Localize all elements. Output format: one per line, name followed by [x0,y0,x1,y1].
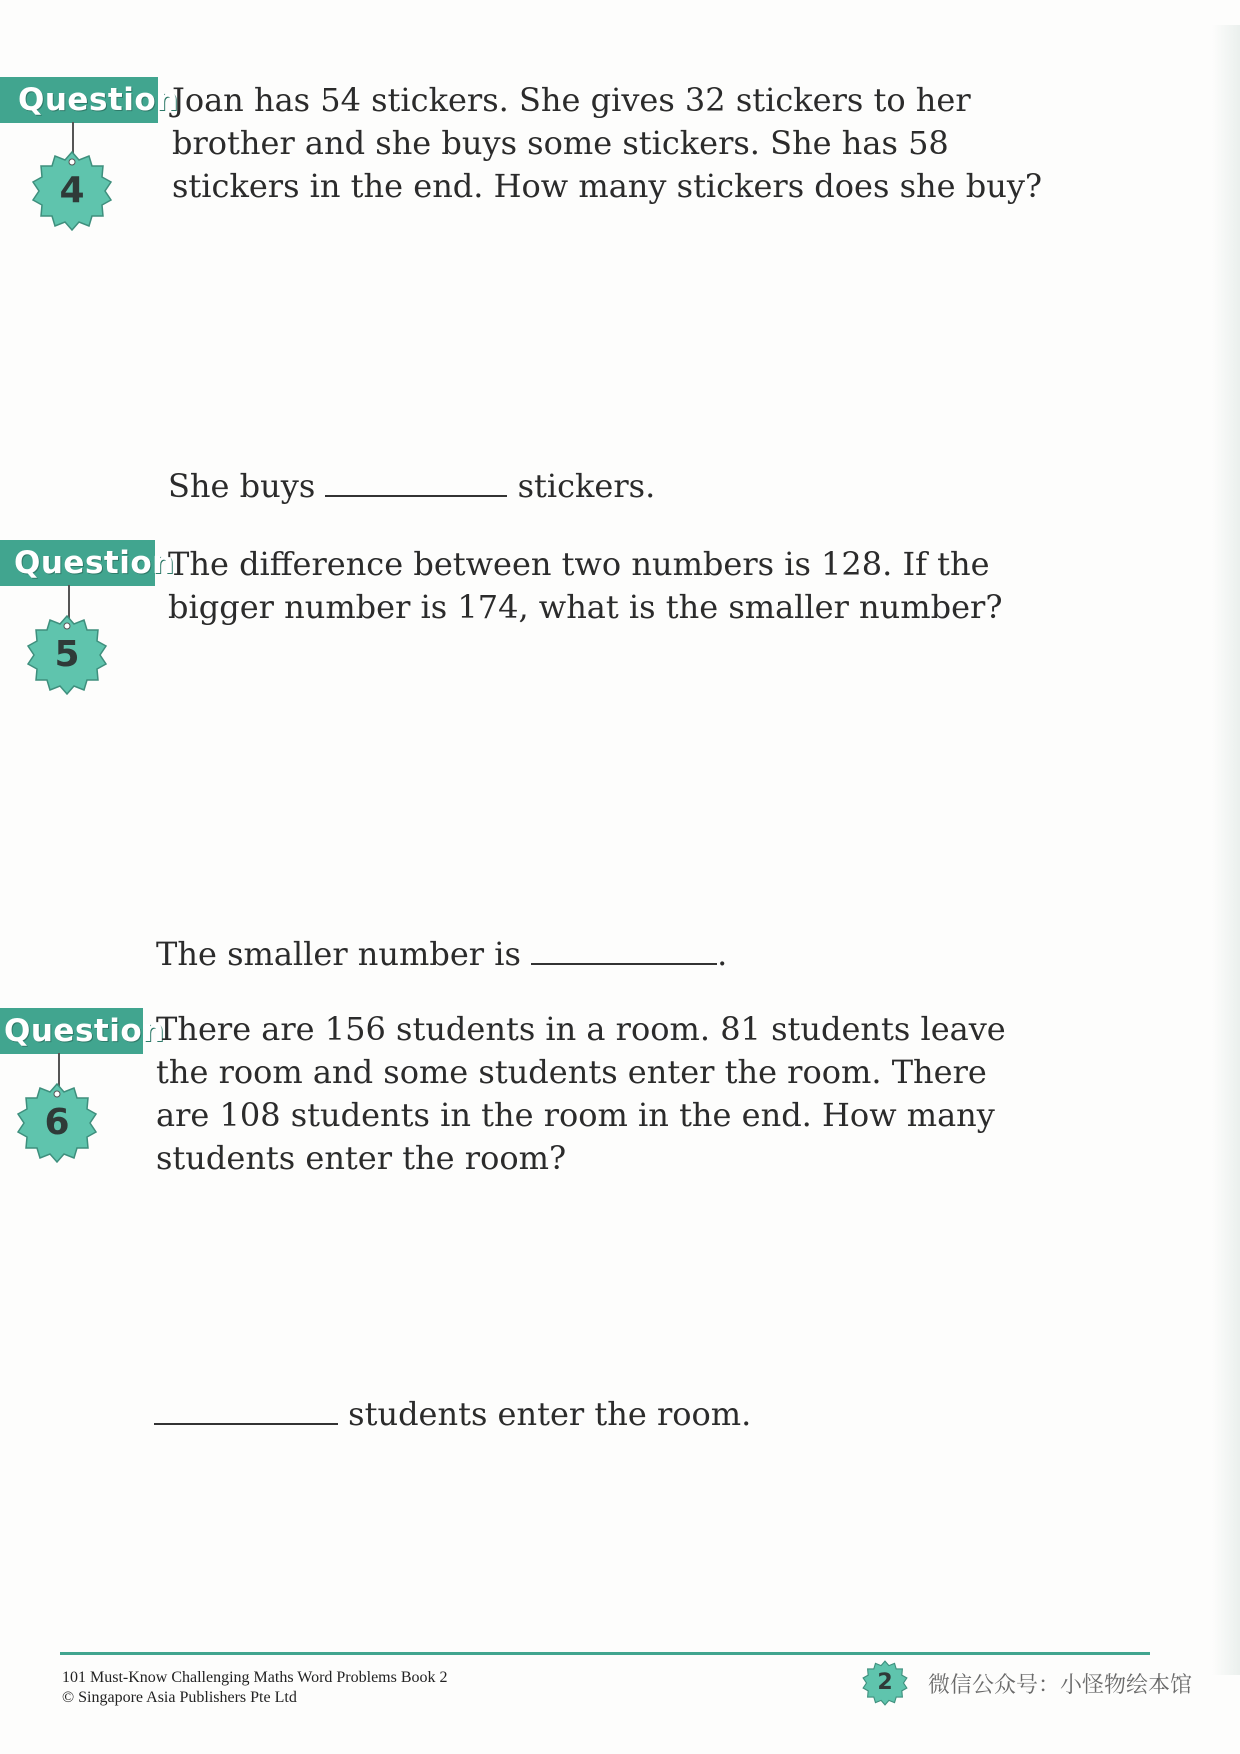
answer-sentence [156,933,727,976]
watermark: 微信公众号：小怪物绘本馆 [928,1673,1193,1698]
book-title: 101 Must-Know Challenging Maths Word Problems Book 2 [62,1669,448,1686]
answer-prefix: She buys [168,467,316,505]
number-badge [26,614,108,696]
question-tab: Question [0,77,158,123]
answer-prefix: The smaller number is [156,935,521,973]
answer-suffix: . [717,935,728,973]
question-number: 4 [59,170,85,211]
number-badge [16,1082,98,1164]
answer-suffix: students enter the room. [348,1395,752,1433]
question-text: Joan has 54 stickers. She gives 32 stickers to her brother and she buys some stickers. She has 58 stickers in the end. How many stickers does she buy? [172,81,1043,205]
copyright: © Singapore Asia Publishers Pte Ltd [62,1689,297,1706]
number-badge [31,150,113,232]
answer-blank[interactable] [531,935,717,965]
question-number: 6 [44,1102,70,1143]
answer-sentence [168,465,655,508]
page-number: 2 [877,1670,893,1695]
answer-blank[interactable] [154,1395,338,1425]
question-tab: Question [0,1008,143,1054]
footer-credits [62,1668,448,1708]
page-badge [862,1660,908,1706]
answer-suffix: stickers. [517,467,656,505]
question-text: The difference between two numbers is 128. If the bigger number is 174, what is the smaller number? [168,545,1003,626]
answer-blank[interactable] [325,467,507,497]
footer-rule [60,1652,1150,1655]
question-text: There are 156 students in a room. 81 students leave the room and some students enter the room. There are 108 students in the room in the end. How many students enter the room? [156,1010,1006,1177]
answer-sentence [154,1393,751,1436]
question-tab: Question [0,540,155,586]
scan-edge-shade [1212,25,1240,1675]
question-number: 5 [54,634,80,675]
